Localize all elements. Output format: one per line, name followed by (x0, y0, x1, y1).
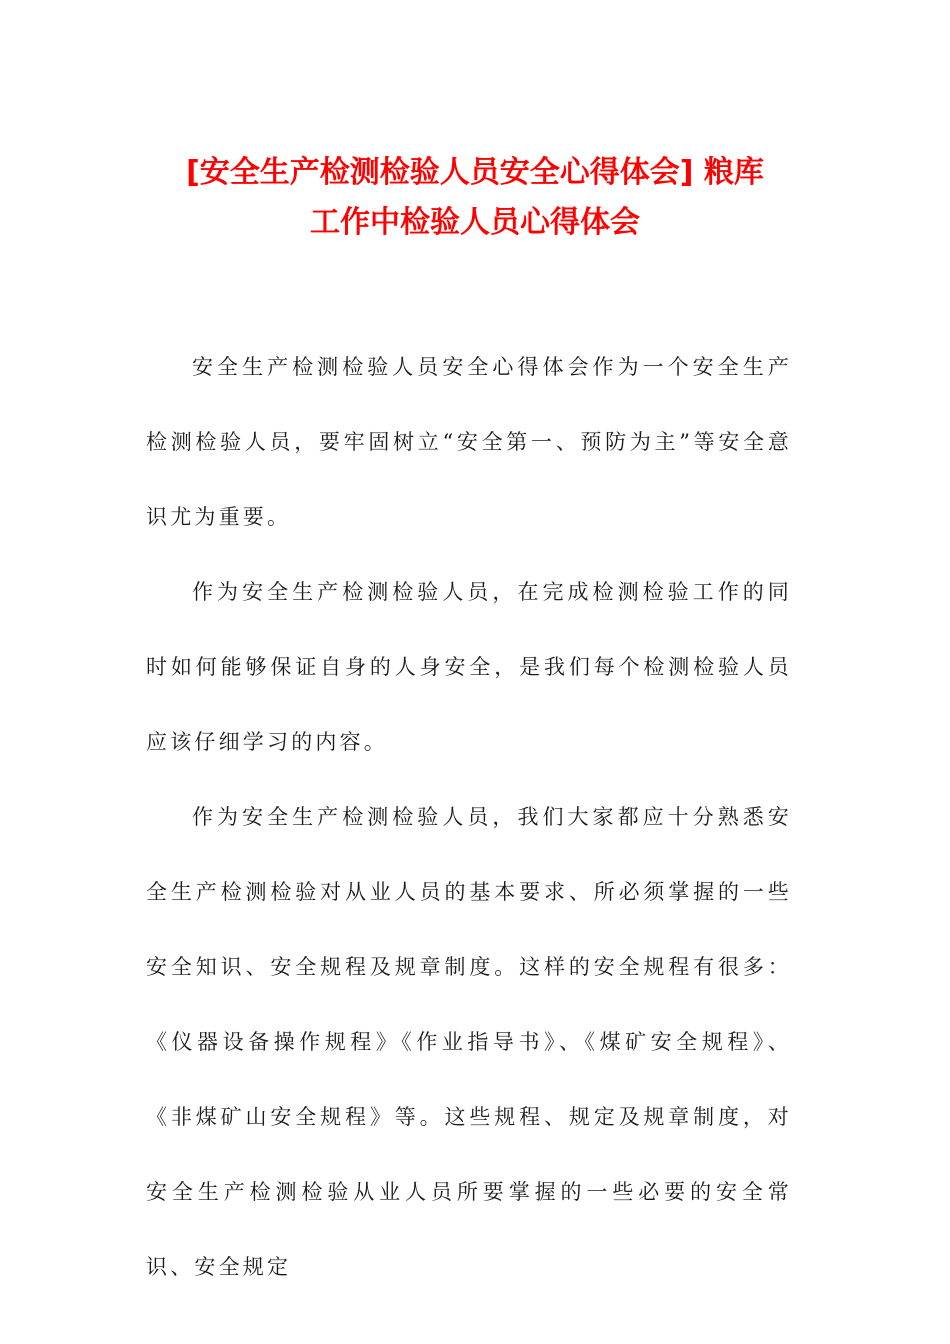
title-line-2: 工作中检验人员心得体会 (310, 205, 640, 240)
document-body (146, 330, 792, 1305)
document-title (140, 148, 810, 248)
paragraph-1: 安全生产检测检验人员安全心得体会作为一个安全生产检测检验人员，要牢固树立“安全第一、预防为主”等安全意识尤为重要。 (146, 355, 792, 529)
title-line-1: [安全生产检测检验人员安全心得体会] 粮库 (186, 155, 764, 190)
paragraph-3: 作为安全生产检测检验人员，我们大家都应十分熟悉安全生产检测检验对从业人员的基本要求、所必须掌握的一些安全知识、安全规程及规章制度。这样的安全规程有很多：《仪器设备操作规程》《作业指导书》、《煤矿安全规程》、《非煤矿山安全规程》等。这些规程、规定及规章制度，对安全生产检测检验从业人员所要掌握的一些必要的安全常识、安全规定 (146, 805, 792, 1279)
paragraph-2: 作为安全生产检测检验人员，在完成检测检验工作的同时如何能够保证自身的人身安全，是我们每个检测检验人员应该仔细学习的内容。 (146, 580, 792, 754)
